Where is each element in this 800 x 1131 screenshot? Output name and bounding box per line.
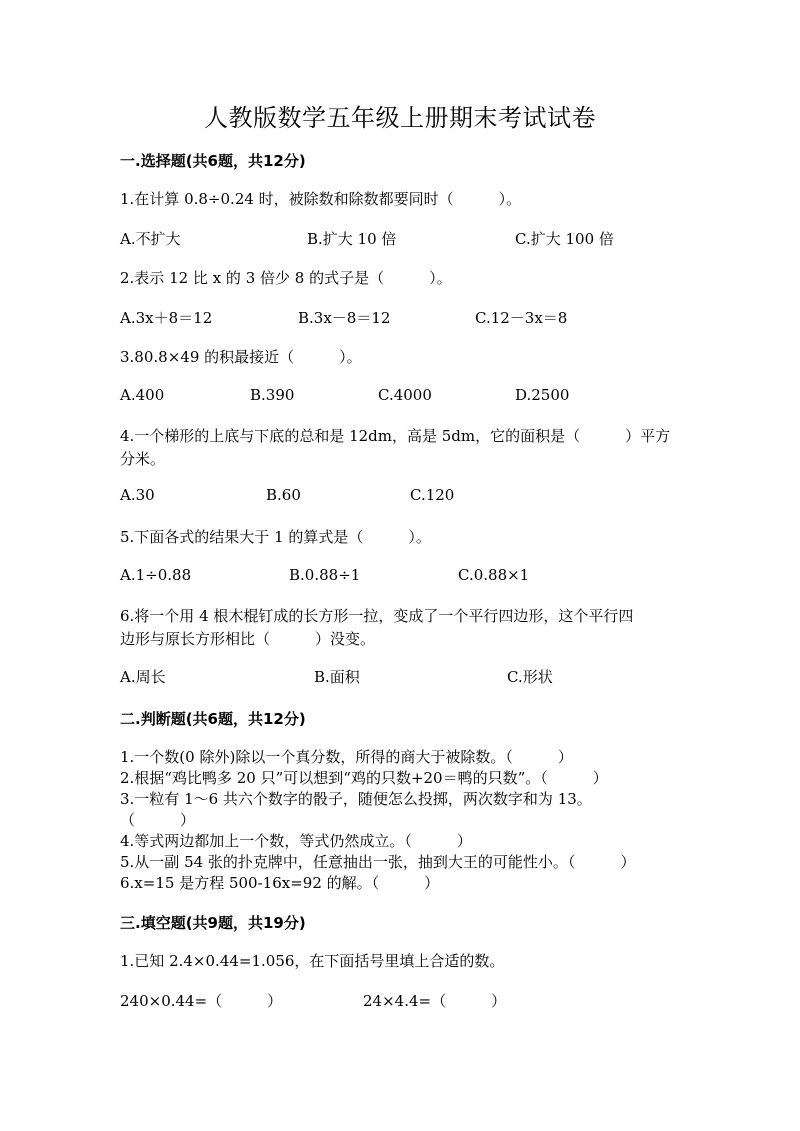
option-c: C.形状 [507, 668, 553, 686]
section-heading-true-false: 二.判断题(共6题，共12分) [120, 710, 306, 728]
option-c: C.0.88×1 [458, 566, 530, 584]
option-a: A.3x＋8＝12 [120, 309, 213, 327]
question-5: 5.下面各式的结果大于 1 的算式是（ ）。 [120, 528, 431, 546]
question-4-line-2: 分米。 [120, 450, 166, 468]
option-b: B.60 [266, 486, 301, 504]
option-d: D.2500 [515, 386, 570, 404]
section-heading-fill-in: 三.填空题(共9题，共19分) [120, 914, 306, 932]
question-1: 1.在计算 0.8÷0.24 时，被除数和除数都要同时（ ）。 [120, 190, 522, 208]
judgment-item-1: 1.一个数(0 除外)除以一个真分数，所得的商大于被除数。（ ） [120, 748, 573, 766]
fill-blank-2: 24×4.4=（ ） [363, 992, 507, 1010]
judgment-item-2: 2.根据“鸡比鸭多 20 只”可以想到“鸡的只数+20＝鸭的只数”。（ ） [120, 769, 608, 787]
question-3: 3.80.8×49 的积最接近（ ）。 [120, 348, 362, 366]
option-b: B.扩大 10 倍 [307, 230, 397, 248]
judgment-item-6: 6.x=15 是方程 500-16x=92 的解。（ ） [120, 874, 440, 892]
option-c: C.扩大 100 倍 [515, 230, 614, 248]
judgment-item-4: 4.等式两边都加上一个数，等式仍然成立。（ ） [120, 832, 472, 850]
option-b: B.3x－8＝12 [298, 309, 391, 327]
option-a: A.不扩大 [120, 230, 181, 248]
section-heading-multiple-choice: 一.选择题(共6题，共12分) [120, 152, 306, 170]
option-a: A.400 [120, 386, 165, 404]
question-6-line-2: 边形与原长方形相比（ ）没变。 [120, 630, 376, 648]
question-6-line-1: 6.将一个用 4 根木棍钉成的长方形一拉，变成了一个平行四边形，这个平行四 [120, 607, 634, 625]
fill-question-1: 1.已知 2.4×0.44=1.056，在下面括号里填上合适的数。 [120, 952, 505, 970]
option-c: C.12－3x＝8 [475, 309, 568, 327]
option-b: B.0.88÷1 [289, 566, 361, 584]
question-4-line-1: 4.一个梯形的上底与下底的总和是 12dm，高是 5dm，它的面积是（ ）平方 [120, 427, 671, 445]
option-a: A.1÷0.88 [120, 566, 192, 584]
page-title: 人教版数学五年级上册期末考试试卷 [204, 104, 596, 132]
option-a: A.周长 [120, 668, 166, 686]
judgment-item-5: 5.从一副 54 张的扑克牌中，任意抽出一张，抽到大王的可能性小。（ ） [120, 853, 636, 871]
judgment-item-3-blank: （ ） [120, 811, 196, 829]
fill-blank-1: 240×0.44=（ ） [120, 992, 283, 1010]
option-c: C.120 [410, 486, 455, 504]
option-b: B.面积 [314, 668, 360, 686]
option-c: C.4000 [378, 386, 432, 404]
judgment-item-3: 3.一粒有 1～6 共六个数字的骰子，随便怎么投掷，两次数字和为 13。 [120, 790, 592, 808]
option-a: A.30 [120, 486, 155, 504]
question-2: 2.表示 12 比 x 的 3 倍少 8 的式子是（ ）。 [120, 269, 452, 287]
option-b: B.390 [250, 386, 295, 404]
